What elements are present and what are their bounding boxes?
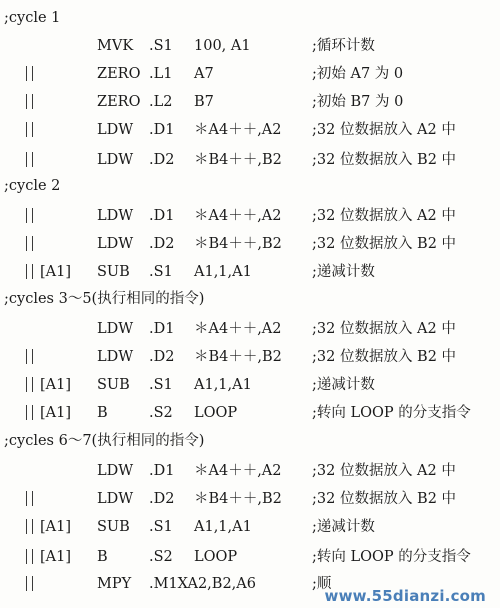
comment: ;循环计数 xyxy=(312,38,375,54)
instruction-line xyxy=(0,149,500,171)
opcode: MPY xyxy=(97,576,132,592)
operands: A1,1,A1 xyxy=(194,519,252,535)
comment: ;递减计数 xyxy=(312,264,375,280)
instruction-line xyxy=(0,460,500,482)
operands: ＊A4＋＋,A2 xyxy=(194,463,282,479)
comment: ;32 位数据放入 B2 中 xyxy=(312,491,457,507)
opcode: ZERO xyxy=(97,94,141,110)
functional-unit: .D1 xyxy=(149,463,175,479)
functional-unit: .S2 xyxy=(149,549,173,565)
operands: ＊A4＋＋,A2 xyxy=(194,122,282,138)
parallel-bar-icon xyxy=(26,349,33,364)
instruction-line xyxy=(0,318,500,340)
comment: ;32 位数据放入 A2 中 xyxy=(312,208,456,224)
opcode: SUB xyxy=(97,519,130,535)
operands: ＊A4＋＋,A2 xyxy=(194,321,282,337)
opcode: B xyxy=(97,549,108,565)
functional-unit: .D2 xyxy=(149,349,175,365)
comment: ;转向 LOOP 的分支指令 xyxy=(312,405,471,421)
opcode: LDW xyxy=(97,349,134,365)
predicate: [A1] xyxy=(40,519,72,535)
instruction-line xyxy=(0,233,500,255)
opcode: LDW xyxy=(97,321,134,337)
functional-unit: .D2 xyxy=(149,491,175,507)
parallel-bar-icon xyxy=(26,66,33,81)
functional-unit: .M1XA2,B2,A6 xyxy=(149,576,256,592)
functional-unit: .S1 xyxy=(149,377,173,393)
instruction-line xyxy=(0,63,500,85)
instruction-line xyxy=(0,205,500,227)
parallel-bar-icon xyxy=(26,264,33,279)
parallel-bar-icon xyxy=(26,122,33,137)
parallel-bar-icon xyxy=(26,377,33,392)
predicate: [A1] xyxy=(40,549,72,565)
comment: ;32 位数据放入 A2 中 xyxy=(312,463,456,479)
opcode: LDW xyxy=(97,152,134,168)
parallel-bar-icon xyxy=(26,491,33,506)
instruction-line xyxy=(0,261,500,283)
operands: A1,1,A1 xyxy=(194,377,252,393)
comment: ;32 位数据放入 B2 中 xyxy=(312,349,457,365)
comment: ;32 位数据放入 A2 中 xyxy=(312,122,456,138)
cycle-label: ;cycle 1 xyxy=(4,10,61,26)
operands: ＊B4＋＋,B2 xyxy=(194,152,282,168)
opcode: SUB xyxy=(97,264,130,280)
instruction-line xyxy=(0,374,500,396)
comment: ;初始 A7 为 0 xyxy=(312,66,404,82)
opcode: LDW xyxy=(97,208,134,224)
parallel-bar-icon xyxy=(26,94,33,109)
comment: ;32 位数据放入 B2 中 xyxy=(312,152,457,168)
cycle-header xyxy=(0,175,500,197)
functional-unit: .L2 xyxy=(149,94,173,110)
cycle-label: ;cycles 3～5(执行相同的指令) xyxy=(4,291,205,307)
functional-unit: .D2 xyxy=(149,236,175,252)
comment: ;顺 xyxy=(312,576,332,592)
comment: ;初始 B7 为 0 xyxy=(312,94,404,110)
predicate: [A1] xyxy=(40,405,72,421)
cycle-label: ;cycle 2 xyxy=(4,178,61,194)
parallel-bar-icon xyxy=(26,208,33,223)
comment: ;32 位数据放入 B2 中 xyxy=(312,236,457,252)
operands: A7 xyxy=(194,66,214,82)
opcode: LDW xyxy=(97,491,134,507)
parallel-bar-icon xyxy=(26,236,33,251)
predicate: [A1] xyxy=(40,377,72,393)
operands: 100, A1 xyxy=(194,38,251,54)
watermark: www.55dianzi.com xyxy=(324,587,486,605)
comment: ;32 位数据放入 A2 中 xyxy=(312,321,456,337)
operands: B7 xyxy=(194,94,214,110)
comment: ;转向 LOOP 的分支指令 xyxy=(312,549,471,565)
operands: ＊B4＋＋,B2 xyxy=(194,491,282,507)
instruction-line xyxy=(0,346,500,368)
operands: A1,1,A1 xyxy=(194,264,252,280)
functional-unit: .S1 xyxy=(149,264,173,280)
opcode: LDW xyxy=(97,236,134,252)
functional-unit: .S2 xyxy=(149,405,173,421)
parallel-bar-icon xyxy=(26,152,33,167)
instruction-line xyxy=(0,119,500,141)
cycle-header xyxy=(0,288,500,310)
operands: ＊B4＋＋,B2 xyxy=(194,236,282,252)
instruction-line xyxy=(0,91,500,113)
cycle-header xyxy=(0,7,500,29)
instruction-line xyxy=(0,546,500,568)
cycle-label: ;cycles 6～7(执行相同的指令) xyxy=(4,433,205,449)
opcode: MVK xyxy=(97,38,134,54)
instruction-line xyxy=(0,488,500,510)
comment: ;递减计数 xyxy=(312,519,375,535)
functional-unit: .D1 xyxy=(149,122,175,138)
functional-unit: .D2 xyxy=(149,152,175,168)
cycle-header xyxy=(0,430,500,452)
instruction-line xyxy=(0,402,500,424)
functional-unit: .D1 xyxy=(149,321,175,337)
opcode: B xyxy=(97,405,108,421)
functional-unit: .L1 xyxy=(149,66,173,82)
parallel-bar-icon xyxy=(26,576,33,591)
instruction-line xyxy=(0,516,500,538)
operands: ＊B4＋＋,B2 xyxy=(194,349,282,365)
parallel-bar-icon xyxy=(26,549,33,564)
parallel-bar-icon xyxy=(26,405,33,420)
functional-unit: .D1 xyxy=(149,208,175,224)
operands: LOOP xyxy=(194,549,238,565)
functional-unit: .S1 xyxy=(149,38,173,54)
comment: ;递减计数 xyxy=(312,377,375,393)
functional-unit: .S1 xyxy=(149,519,173,535)
opcode: ZERO xyxy=(97,66,141,82)
predicate: [A1] xyxy=(40,264,72,280)
opcode: LDW xyxy=(97,122,134,138)
operands: ＊A4＋＋,A2 xyxy=(194,208,282,224)
instruction-line xyxy=(0,35,500,57)
parallel-bar-icon xyxy=(26,519,33,534)
opcode: LDW xyxy=(97,463,134,479)
operands: LOOP xyxy=(194,405,238,421)
opcode: SUB xyxy=(97,377,130,393)
